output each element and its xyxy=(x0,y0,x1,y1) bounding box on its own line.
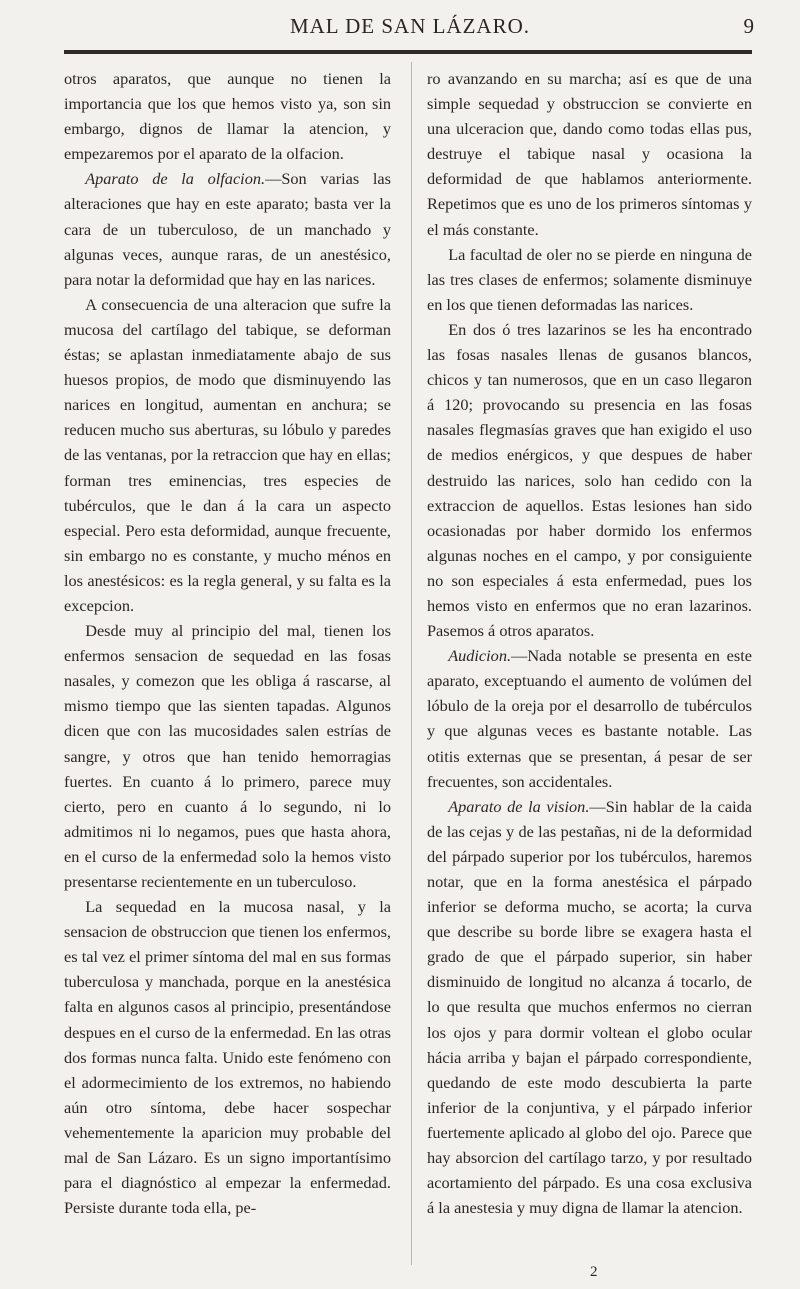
paragraph: En dos ó tres lazarinos se les ha encontrado las fosas nasales llenas de gusanos blancos, chicos y tan numerosos, que en un caso llegaron á 120; provocando su presencia en las fosas nasales flegmasías graves que han exigido el uso de medios enérgicos, y que despues de haber destruido las narices, solo han cedido con la extraccion de aquellos. Estas lesiones han sido ocasionadas por haber dormido los enfermos algunas noches en el campo, y por consiguiente no son especiales á esta enfermedad, pues los hemos visto en enfermos que no eran lazarinos. Pasemos á otros aparatos. xyxy=(427,319,752,641)
left-column xyxy=(64,66,391,1220)
right-column xyxy=(427,66,752,1220)
paragraph-text: —Nada notable se presenta en este aparato, exceptuando el aumento de volúmen del lóbulo de la oreja por el desarrollo de tubérculos y que algunas veces es bastante notable. Las otitis externas que se presentan, á pesar de ser frecuentes, son accidentales. xyxy=(427,646,752,791)
signature-mark: 2 xyxy=(590,1264,598,1280)
paragraph: otros aparatos, que aunque no tienen la importancia que los que hemos visto ya, son sin embargo, dignos de llamar la atencion, y empezaremos por el aparato de la olfacion. xyxy=(64,69,391,164)
page-number: 9 xyxy=(743,14,754,38)
running-title: MAL DE SAN LÁZARO. xyxy=(289,14,531,38)
paragraph-text: —Son varias las alteraciones que hay en este aparato; basta ver la cara de un tuberculoso, de un manchado y algunas veces, aunque raras, de un anestésico, para notar la deformidad que hay en las narices. xyxy=(64,169,391,289)
paragraph: ro avanzando en su marcha; así es que de una simple sequedad y obstruccion se convierte en una ulceracion que, dando como todas ellas pus, destruye el tabique nasal y ocasiona la deformidad de que hablamos anteriormente. Repetimos que es uno de los primeros síntomas y el más constante. xyxy=(427,69,752,239)
section-heading-hearing: Audicion. xyxy=(448,646,512,666)
column-divider xyxy=(411,62,412,1265)
paragraph xyxy=(427,643,752,794)
paragraph: La sequedad en la mucosa nasal, y la sensacion de obstruccion que tienen los enfermos, es tal vez el primer síntoma del mal en sus formas tuberculosa y manchada, porque en la anestésica falta en algunos casos al principio, presentándose despues en el curso de la enfermedad. En las otras dos formas nunca falta. Unido este fenómeno con el adormecimiento de los extremos, no habiendo aún otro síntoma, debe hacer sospechar vehementemente la aparicion muy probable del mal de San Lázaro. Es un signo importantísimo para el diagnóstico al empezar la enfermedad. Persiste durante toda ella, pe- xyxy=(64,897,391,1218)
paragraph: Desde muy al principio del mal, tienen los enfermos sensacion de sequedad en las fosas nasales, y comezon que les obliga á rascarse, al mismo tiempo que las sienten tapadas. Algunos dicen que con las mucosidades salen estrías de sangre, y otros que han tenido hemorragias fuertes. En cuanto á lo primero, parece muy cierto, pero en cuanto á lo segundo, ni lo admitimos ni lo negamos, pues que hasta ahora, en el curso de la enfermedad solo la hemos visto presentarse recientemente en un tuberculoso. xyxy=(64,621,391,891)
page-header xyxy=(64,14,756,48)
section-heading-olfaction: Aparato de la olfacion. xyxy=(85,169,266,189)
paragraph-text: —Sin hablar de la caida de las cejas y de las pestañas, ni de la deformidad del párpado superior por los tubérculos, haremos notar, que en la forma anestésica el párpado inferior se deforma mucho, se acorta; la curva que describe su borde libre se exagera hasta el grado de que el párpado superior, sin haber disminuido de longitud no alcanza á tocarlo, de lo que resulta que muchos enfermos no cierran los ojos y para dormir voltean el globo ocular hácia arriba y bajan el párpado correspondiente, quedando de este modo descubierta la parte inferior de la conjuntiva, y el párpado inferior fuertemente aplicado al globo del ojo. Parece que hay absorcion del cartílago tarzo, y por resultado acortamiento del párpado. Es una cosa exclusiva á la anestesia y muy digna de llamar la atencion. xyxy=(427,796,753,1218)
header-rule xyxy=(64,50,752,54)
paragraph: A consecuencia de una alteracion que sufre la mucosa del cartílago del tabique, se deforman éstas; se aplastan inmediatamente abajo de sus huesos propios, de modo que disminuyendo las narices en longitud, aumentan en anchura; se reducen mucho sus aberturas, su lóbulo y paredes de las ventanas, por la retraccion que hay en ellas; forman tres eminencias, tres especies de tubérculos, que le dan á la cara un aspecto especial. Pero esta deformidad, aunque frecuente, sin embargo no es constante, y mucho ménos en los anestésicos: es la regla general, y su falta es la excepcion. xyxy=(64,294,391,615)
section-heading-vision: Aparato de la vision. xyxy=(448,796,590,816)
paragraph xyxy=(427,794,752,1221)
paragraph: La facultad de oler no se pierde en ninguna de las tres clases de enfermos; solamente disminuye en los que tienen deformadas las narices. xyxy=(427,244,752,314)
paragraph xyxy=(64,166,391,291)
